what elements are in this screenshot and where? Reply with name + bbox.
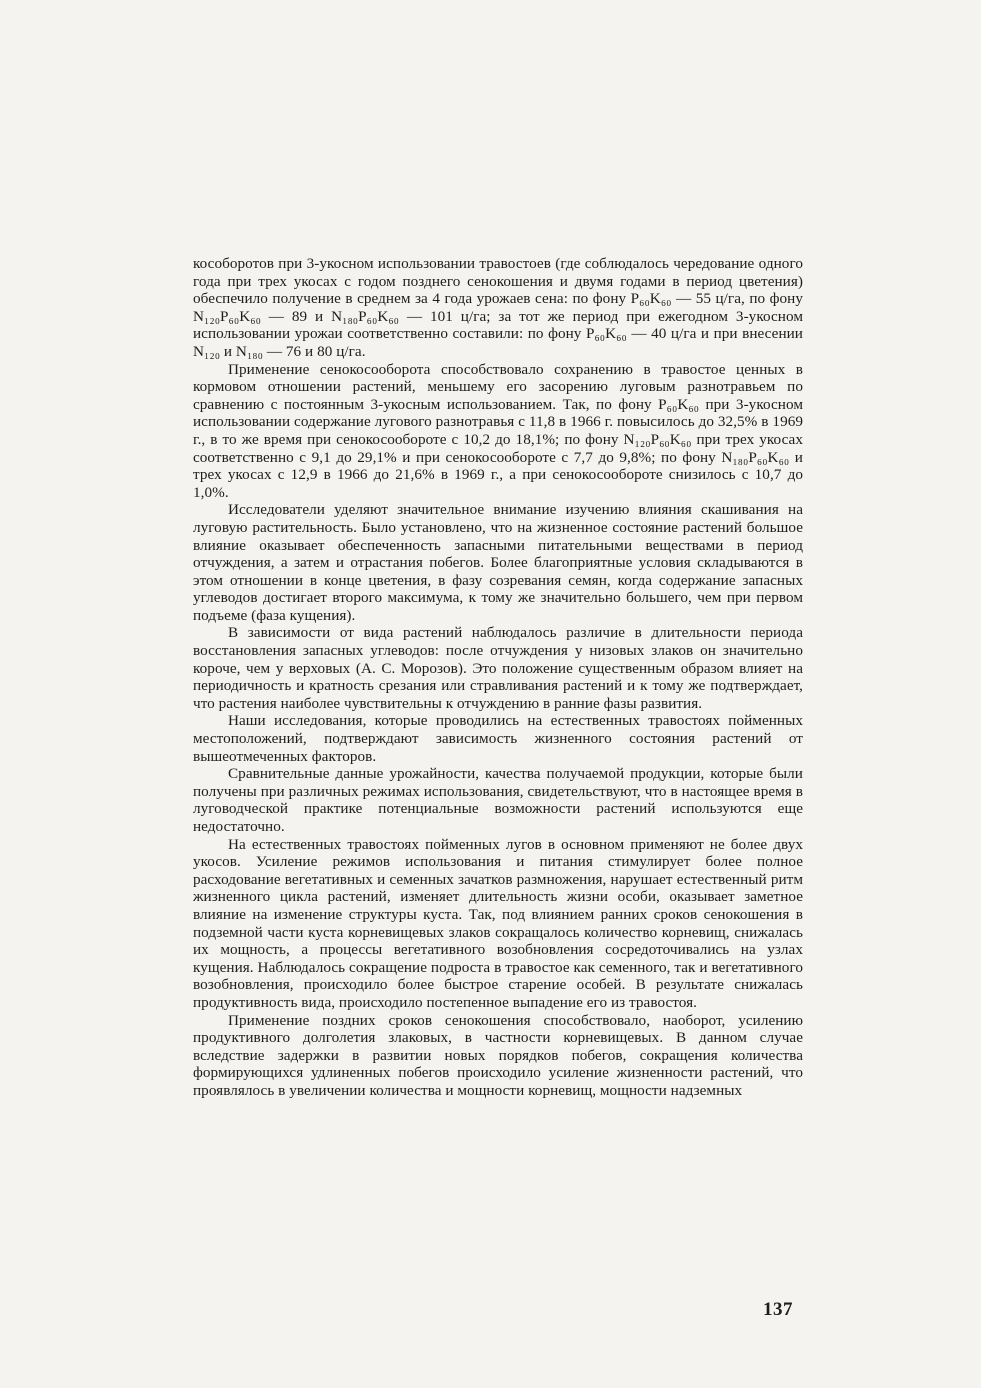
page-number: 137 — [763, 1299, 793, 1320]
paragraph-3: Исследователи уделяют значительное внимание изучению влияния скашивания на луговую растительность. Было установлено, что на жизненное состояние растений большое влияние оказывает обеспеченность запасными питательными веществами в период отчуждения, а затем и отрастания побегов. Более благоприятные условия складываются в этом отношении в конце цветения, в фазу созревания семян, когда содержание запасных углеводов достигает второго максимума, к тому же значительно большего, чем при первом подъеме (фаза кущения). — [193, 501, 803, 624]
body-text — [193, 255, 803, 1100]
paragraph-6: Сравнительные данные урожайности, качества получаемой продукции, которые были получены при различных режимах использования, свидетельствуют, что в настоящее время в луговодческой практике потенциальные возможности растений используются еще недостаточно. — [193, 765, 803, 835]
paragraph-4: В зависимости от вида растений наблюдалось различие в длительности периода восстановления запасных углеводов: после отчуждения у низовых злаков он значительно короче, чем у верховых (А. С. Морозов). Это положение существенным образом влияет на периодичность и кратность срезания или стравливания растений и к тому же подтверждает, что растения наиболее чувствительны к отчуждению в ранние фазы развития. — [193, 624, 803, 712]
paragraph-5: Наши исследования, которые проводились на естественных травостоях пойменных местоположений, подтверждают зависимость жизненного состояния растений от вышеотмеченных факторов. — [193, 712, 803, 765]
paragraph-2: Применение сенокосооборота способствовало сохранению в травостое ценных в кормовом отношении растений, меньшему его засорению луговым разнотравьем по сравнению с постоянным 3-укосным использованием. Так, по фону P₆₀K₆₀ при 3-укосном использовании содержание лугового разнотравья с 11,8 в 1966 г. повысилось до 32,5% в 1969 г., в то же время при сенокосообороте с 10,2 до 18,1%; по фону N₁₂₀P₆₀K₆₀ при трех укосах соответственно с 9,1 до 29,1% и при сенокосообороте с 7,7 до 9,8%; по фону N₁₈₀P₆₀K₆₀ и трех укосах с 12,9 в 1966 до 21,6% в 1969 г., а при сенокосообороте снизилось с 10,7 до 1,0%. — [193, 360, 803, 501]
paragraph-1: кособоротов при 3-укосном использовании травостоев (где соблюдалось чередование одного года при трех укосах с годом позднего сенокошения и двумя годами в период цветения) обеспечило получение в среднем за 4 года урожаев сена: по фону P₆₀K₆₀ — 55 ц/га, по фону N₁₂₀P₆₀K₆₀ — 89 и N₁₈₀P₆₀K₆₀ — 101 ц/га; за тот же период при ежегодном 3-укосном использовании урожаи соответственно составили: по фону P₆₀K₆₀ — 40 ц/га и при внесении N₁₂₀ и N₁₈₀ — 76 и 80 ц/га. — [193, 255, 803, 360]
paragraph-8: Применение поздних сроков сенокошения способствовало, наоборот, усилению продуктивного долголетия злаковых, в частности корневищевых. В данном случае вследствие задержки в развитии новых порядков побегов, сокращения количества формирующихся удлиненных побегов происходило усиление жизненности растений, что проявлялось в увеличении количества и мощности корневищ, мощности надземных — [193, 1011, 803, 1099]
paragraph-7: На естественных травостоях пойменных лугов в основном применяют не более двух укосов. Усиление режимов использования и питания стимулирует более полное расходование вегетативных и семенных зачатков размножения, нарушает естественный ритм жизненного цикла растений, изменяет длительность жизни особи, оказывает заметное влияние на изменение структуры куста. Так, под влиянием ранних сроков сенокошения в подземной части куста корневищевых злаков сокращалось количество корневищ, снижалась их мощность, а процессы вегетативного возобновления сосредоточивались на узлах кущения. Наблюдалось сокращение подроста в травостое как семенного, так и вегетативного возобновления, происходило более быстрое старение особей. В результате снижалась продуктивность вида, происходило постепенное выпадение его из травостоя. — [193, 835, 803, 1011]
